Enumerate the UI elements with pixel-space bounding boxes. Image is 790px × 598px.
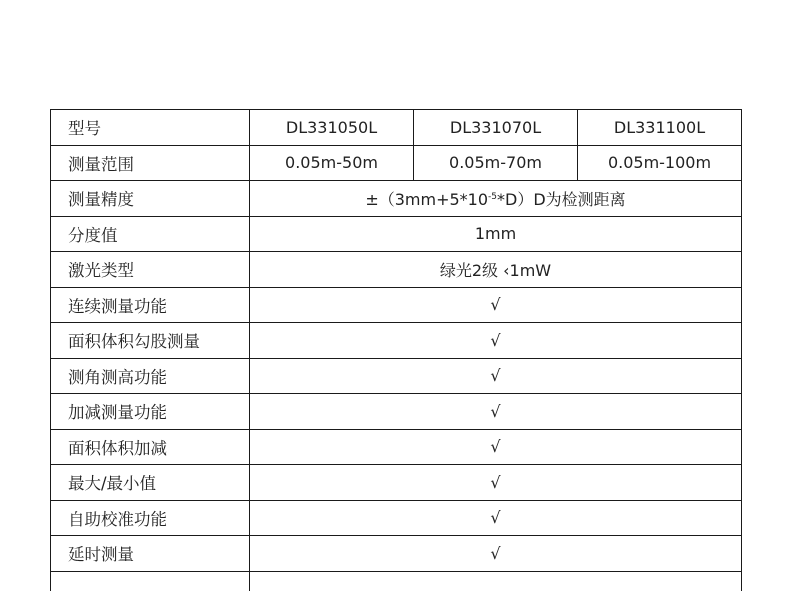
laser-cell: 绿光2级 ‹1mW (250, 252, 742, 288)
feature-label: 面积体积加减 (51, 429, 250, 465)
row-accuracy (51, 181, 742, 217)
feature-row (51, 394, 742, 430)
check-mark: √ (250, 536, 742, 572)
model-cell: DL331050L (250, 110, 414, 146)
feature-label: 面积体积勾股测量 (51, 323, 250, 359)
check-mark: √ (250, 500, 742, 536)
feature-label: 连续测量功能 (51, 287, 250, 323)
model-cell: DL331070L (414, 110, 578, 146)
spec-table (50, 109, 742, 591)
accuracy-exponent: -5 (488, 191, 498, 202)
feature-label: 最大/最小值 (51, 465, 250, 501)
truncated-cell (51, 571, 250, 591)
row-label: 测量精度 (51, 181, 250, 217)
feature-label: 加减测量功能 (51, 394, 250, 430)
row-model (51, 110, 742, 146)
feature-label: 延时测量 (51, 536, 250, 572)
feature-row (51, 500, 742, 536)
range-cell: 0.05m-70m (414, 145, 578, 181)
feature-row (51, 358, 742, 394)
feature-row (51, 465, 742, 501)
range-cell: 0.05m-50m (250, 145, 414, 181)
row-label: 型号 (51, 110, 250, 146)
accuracy-prefix: ±（3mm+5*10 (365, 189, 489, 209)
check-mark: √ (250, 287, 742, 323)
check-mark: √ (250, 358, 742, 394)
feature-label: 测角测高功能 (51, 358, 250, 394)
model-cell: DL331100L (578, 110, 742, 146)
row-laser (51, 252, 742, 288)
feature-row (51, 536, 742, 572)
feature-row (51, 429, 742, 465)
row-label: 测量范围 (51, 145, 250, 181)
accuracy-cell (250, 181, 742, 217)
row-resolution (51, 216, 742, 252)
accuracy-suffix: *D）D为检测距离 (497, 189, 626, 209)
check-mark: √ (250, 465, 742, 501)
check-mark: √ (250, 323, 742, 359)
row-label: 分度值 (51, 216, 250, 252)
feature-row (51, 287, 742, 323)
feature-row (51, 323, 742, 359)
truncated-cell (250, 571, 742, 591)
check-mark: √ (250, 394, 742, 430)
check-mark: √ (250, 429, 742, 465)
row-label: 激光类型 (51, 252, 250, 288)
range-cell: 0.05m-100m (578, 145, 742, 181)
truncated-row (51, 571, 742, 591)
row-range (51, 145, 742, 181)
resolution-cell: 1mm (250, 216, 742, 252)
feature-label: 自助校准功能 (51, 500, 250, 536)
